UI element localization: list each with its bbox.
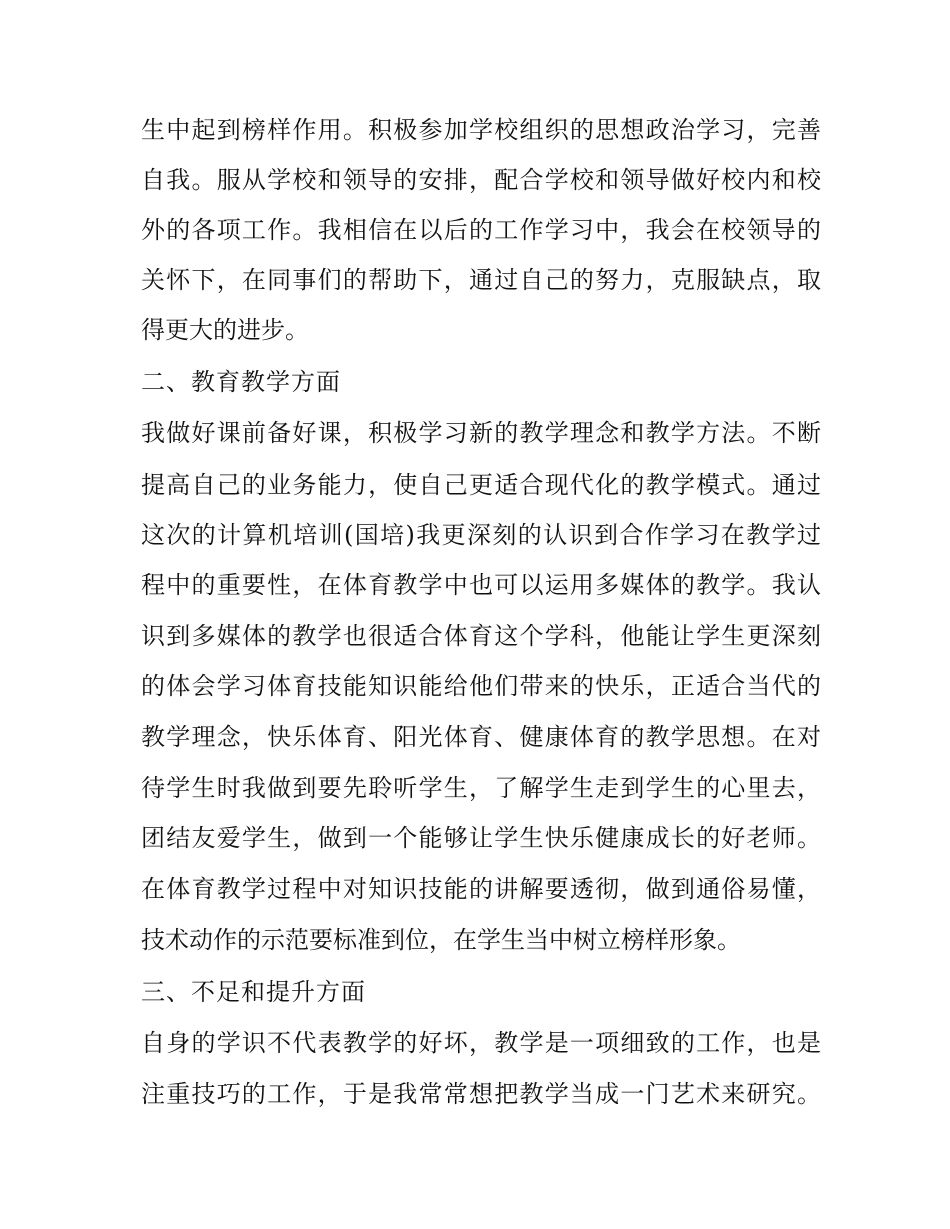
paragraph-line: 技术动作的示范要标准到位，在学生当中树立榜样形象。 — [141, 926, 741, 954]
paragraph-line: 得更大的进步。 — [141, 316, 309, 344]
paragraph-line: 待学生时我做到要先聆听学生，了解学生走到学生的心里去， — [141, 774, 821, 802]
section-heading: 二、教育教学方面 — [141, 368, 341, 396]
paragraph-line: 识到多媒体的教学也很适合体育这个学科，他能让学生更深刻 — [141, 622, 821, 650]
paragraph-line: 注重技巧的工作，于是我常常想把教学当成一门艺术来研究。 — [141, 1080, 821, 1108]
section-heading: 三、不足和提升方面 — [141, 978, 366, 1006]
paragraph-line: 这次的计算机培训(国培)我更深刻的认识到合作学习在教学过 — [141, 521, 821, 549]
paragraph-line: 我做好课前备好课，积极学习新的教学理念和教学方法。不断 — [141, 419, 821, 447]
paragraph-line: 团结友爱学生，做到一个能够让学生快乐健康成长的好老师。 — [141, 824, 821, 852]
paragraph-line: 自身的学识不代表教学的好坏，教学是一项细致的工作，也是 — [141, 1029, 821, 1057]
paragraph-line: 提高自己的业务能力，使自己更适合现代化的教学模式。通过 — [141, 471, 821, 499]
paragraph-line: 关怀下，在同事们的帮助下，通过自己的努力，克服缺点，取 — [141, 266, 821, 294]
paragraph-line: 外的各项工作。我相信在以后的工作学习中，我会在校领导的 — [141, 216, 821, 244]
paragraph-line: 生中起到榜样作用。积极参加学校组织的思想政治学习，完善 — [141, 116, 821, 144]
paragraph-line: 的体会学习体育技能知识能给他们带来的快乐，正适合当代的 — [141, 672, 821, 700]
paragraph-line: 自我。服从学校和领导的安排，配合学校和领导做好校内和校 — [141, 166, 821, 194]
paragraph-line: 在体育教学过程中对知识技能的讲解要透彻，做到通俗易懂， — [141, 875, 821, 903]
paragraph-line: 程中的重要性，在体育教学中也可以运用多媒体的教学。我认 — [141, 571, 821, 599]
paragraph-line: 教学理念，快乐体育、阳光体育、健康体育的教学思想。在对 — [141, 723, 821, 751]
